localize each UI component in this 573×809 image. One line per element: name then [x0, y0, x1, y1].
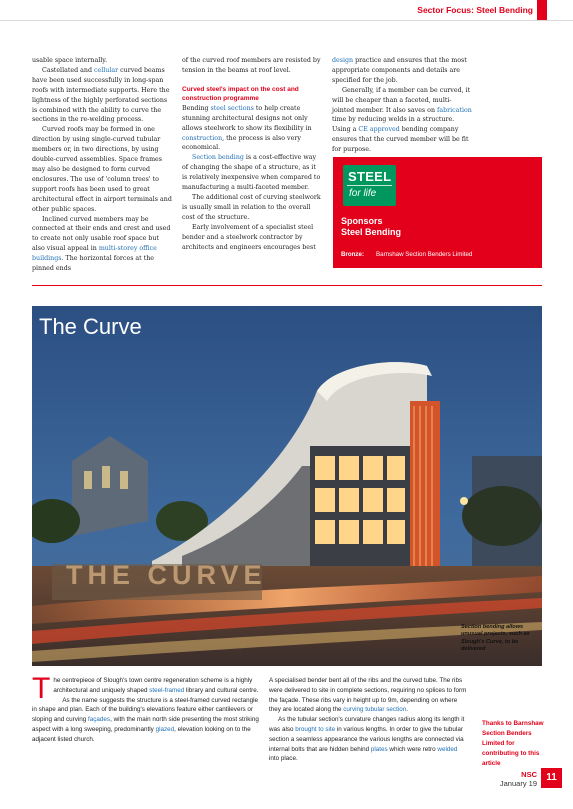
- paragraph: of the curved roof members are resisted by tension in the beams at roof level.: [182, 57, 321, 74]
- photo-title: The Curve: [39, 314, 142, 339]
- steel-for-life-logo: [343, 165, 396, 206]
- link-construction[interactable]: construction: [182, 134, 223, 142]
- subheading: Curved steel's impact on the cost and construction programme: [182, 85, 299, 103]
- page-number: 11: [541, 768, 562, 788]
- link-brought-to-site[interactable]: brought to site: [295, 725, 336, 733]
- link-multi-storey-office-buildings[interactable]: multi-storey office buildings: [32, 245, 157, 263]
- paragraph: Inclined curved members may be connected at their ends and crest and used to create not only usable roof space but also visual appeal in multi-storey office buildings. The horizontal forces at the pinned ends: [32, 215, 171, 273]
- link-curving-tubular-section[interactable]: curving tubular section: [343, 706, 407, 714]
- paragraph: usable space internally.: [32, 57, 107, 64]
- link-design[interactable]: design: [332, 57, 354, 64]
- paragraph: Bending steel sections to help create stunning architectural designs not only allows steelwork to show its flexibility in construction, the process is also very economical.: [182, 104, 312, 152]
- paragraph: The additional cost of curving steelwork is usually small in relation to the overall cost of the structure.: [182, 193, 321, 221]
- link-plates[interactable]: plates: [370, 745, 388, 753]
- logo-text-steel: STEEL: [348, 169, 392, 184]
- thanks-note: Thanks to Barnshaw Section Benders Limited for contributing to this article: [482, 720, 544, 767]
- link-welded[interactable]: welded: [437, 745, 458, 753]
- paragraph: The centrepiece of Slough's town centre regeneration scheme is a highly architectural and uniquely shaped steel-framed library and cultural centre.: [32, 672, 259, 705]
- curve-sign: THE CURVE: [66, 560, 267, 590]
- article-column-1: [32, 56, 172, 274]
- sponsor-title: Sponsors Steel Bending: [341, 216, 402, 237]
- paragraph: design practice and ensures that the most appropriate components and details are specified for the job.: [332, 57, 467, 84]
- paragraph: A specialised bender bent all of the ribs and the curved tube. The ribs were delivered to site in complete sections, requiring no splices to form the façade. These ribs vary in height up to 9m, depending on where they are located along the curving tubular section.: [269, 677, 467, 714]
- logo-text-for-life: for life: [349, 188, 377, 199]
- link-facades[interactable]: façades: [88, 716, 111, 724]
- issue-date: January 19: [499, 779, 537, 788]
- page-header: [0, 0, 573, 26]
- section-title: Sector Focus: Steel Bending: [417, 5, 533, 15]
- divider: [32, 285, 542, 286]
- header-rule: [0, 20, 573, 21]
- sponsor-box: [333, 157, 542, 268]
- paragraph: Castellated and cellular curved beams have been used successfully in long-span roofs with intermediate supports. Here the lightness of the highly perforated sections is combined with the ability to curve the sections in the re-welding process.: [32, 66, 170, 124]
- feature-photo: [32, 306, 542, 666]
- page-footer: [0, 760, 573, 809]
- link-fabrication[interactable]: fabrication: [437, 106, 472, 114]
- article-column-2: [182, 56, 322, 252]
- section-tab: [537, 0, 547, 20]
- magazine-name: NSC: [521, 770, 537, 779]
- link-steel-framed[interactable]: steel-framed: [149, 686, 185, 694]
- link-glazed[interactable]: glazed: [155, 725, 175, 733]
- sponsor-bronze: Bronze: Barnshaw Section Benders Limited: [341, 251, 473, 258]
- paragraph: Generally, if a member can be curved, it will be cheaper than a faceted, multi-jointed member. It also saves on fabrication time by reducing welds in a structure. Using a CE approved bending company ensures that the curved member will be fit for purpose.: [332, 86, 472, 154]
- body-column-1: [32, 672, 262, 745]
- photo-caption: Section bending allows unusual projects, such as Slough's Curve, to be delivered: [461, 623, 530, 653]
- the-curve-building-photo: [32, 306, 542, 666]
- paragraph: As the tubular section's curvature changes radius along its length it was also brought to site in various lengths. In order to give the tubular section a seamless appearance the various lengths are connected via internal bolts that are hidden behind plates which were retro welded into place.: [269, 716, 465, 763]
- paragraph: As the name suggests the structure is a steel-framed curved rectangle in shape and plan. Each of the building's elevations feature either cantilevers or sloping and curving façades, with the main north side presenting the most striking aspect with a long sweeping, predominantly glazed, elevation looking on to the adjacent listed church.: [32, 696, 259, 743]
- link-cellular[interactable]: cellular: [93, 66, 119, 74]
- drop-cap: T: [32, 672, 51, 705]
- link-ce-approved[interactable]: CE approved: [358, 126, 400, 134]
- paragraph: Section bending is a cost-effective way of changing the shape of a structure, as it is relatively inexpensive when compared to manufacturing a multi-faceted member.: [182, 154, 321, 192]
- body-column-2: [269, 676, 469, 764]
- article-column-3: [332, 56, 472, 155]
- paragraph: Curved roofs may be formed in one direction by using single-curved tubular members or, in two directions, by using double-curved assemblies. Space frames may also be designed to form curved enclosures. The use of 'column trees' to support roofs has been used to great architectural effect in airport terminals and other public spaces.: [32, 126, 172, 213]
- paragraph: Early involvement of a specialist steel bender and a steelwork contractor by architects and engineers encourages best: [182, 223, 316, 251]
- link-section-bending[interactable]: Section bending: [192, 154, 244, 162]
- link-steel-sections[interactable]: steel sections: [210, 104, 254, 112]
